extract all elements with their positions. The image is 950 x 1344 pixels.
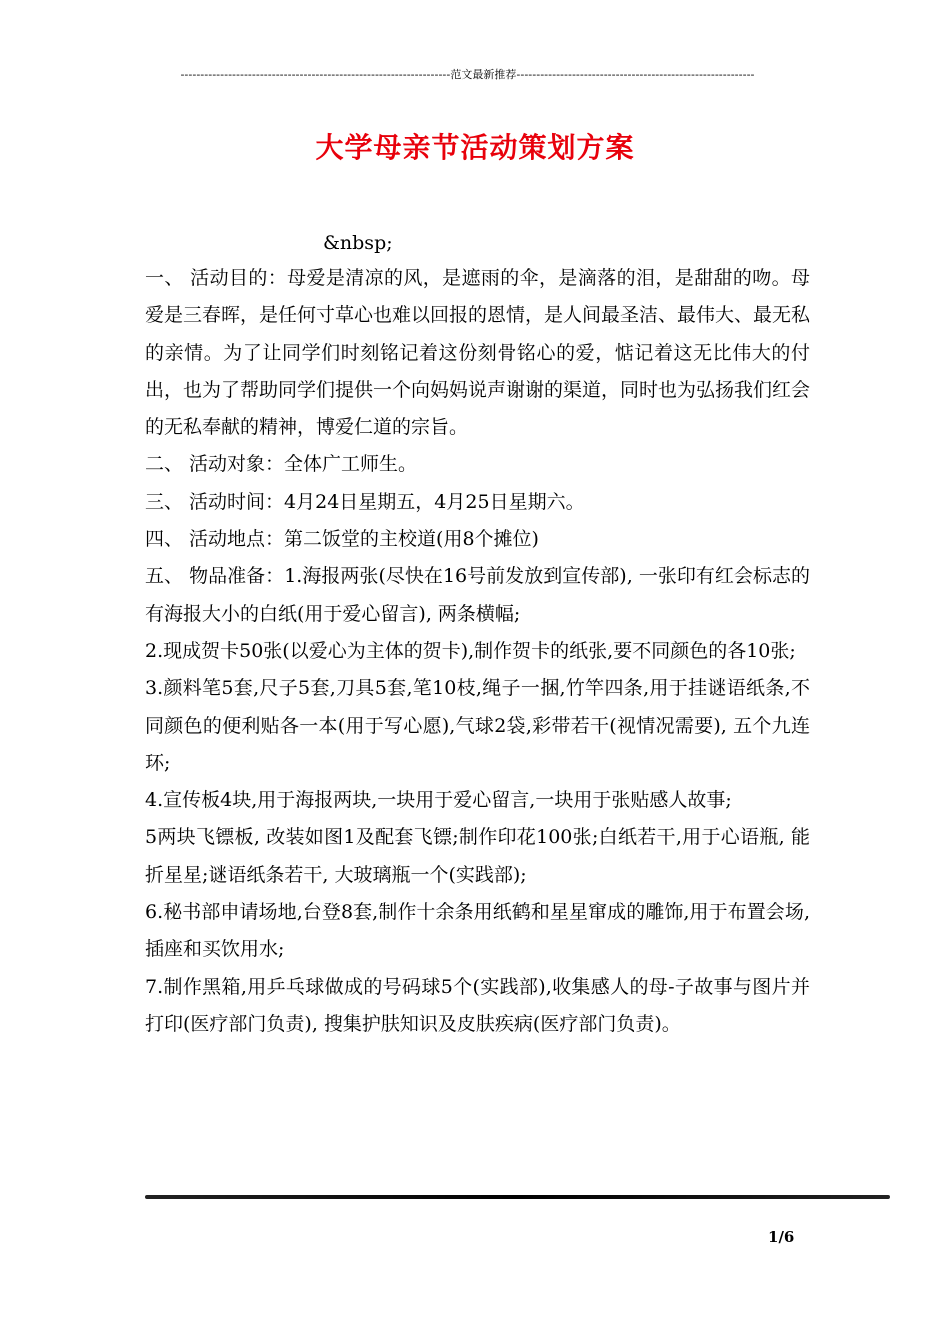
paragraph-item-2: 2.现成贺卡50张(以爱心为主体的贺卡),制作贺卡的纸张,要不同颜色的各10张; bbox=[145, 639, 796, 662]
paragraph-item-4: 4.宣传板4块,用于海报两块,一块用于爱心留言,一块用于张贴感人故事; bbox=[145, 789, 732, 812]
footer-divider bbox=[145, 1195, 890, 1199]
page-separator: / bbox=[778, 1228, 784, 1246]
paragraph-item-3: 3.颜料笔5套,尺子5套,刀具5套,笔10枝,绳子一捆,竹竿四条,用于挂谜语纸条,不同颜色的便利贴各一本(用于写心愿),气球2袋,彩带若干(视情况需要), 五个九连环; bbox=[145, 677, 810, 774]
page-total: 6 bbox=[783, 1228, 795, 1246]
paragraph-item-6: 6.秘书部申请场地,台登8套,制作十余条用纸鹤和星星窜成的雕饰,用于布置会场, 插座和买饮用水; bbox=[145, 901, 810, 961]
page-header bbox=[145, 66, 790, 82]
page-number bbox=[768, 1228, 794, 1246]
paragraph-materials: 五、 物品准备：1.海报两张(尽快在16号前发放到宣传部), 一张印有红会标志的有海报大小的白纸(用于爱心留言), 两条横幅; bbox=[145, 565, 810, 625]
paragraph-location: 四、 活动地点：第二饭堂的主校道(用8个摊位) bbox=[145, 528, 539, 551]
document-title: 大学母亲节活动策划方案 bbox=[315, 131, 635, 164]
header-dashes-left: -------------------------------------------------------------------- bbox=[180, 68, 451, 81]
paragraph-time: 三、 活动时间：4月24日星期五，4月25日星期六。 bbox=[145, 490, 585, 513]
nbsp-artifact: &nbsp; bbox=[323, 232, 393, 254]
paragraph-purpose: 一、 活动目的：母爱是清凉的风，是遮雨的伞，是滴落的泪，是甜甜的吻。母爱是三春晖，是任何寸草心也难以回报的恩情，是人间最圣洁、最伟大、最无私的亲情。为了让同学们时刻铭记着这份刻骨铭心的爱，惦记着这无比伟大的付出，也为了帮助同学们提供一个向妈妈说声谢谢的渠道，同时也为弘扬我们红会的无私奉献的精神，博爱仁道的宗旨。 bbox=[145, 267, 811, 439]
paragraph-audience: 二、 活动对象：全体广工师生。 bbox=[145, 453, 418, 476]
paragraph-item-5: 5两块飞镖板, 改装如图1及配套飞镖;制作印花100张;白纸若干,用于心语瓶, 能折星星;谜语纸条若干, 大玻璃瓶一个(实践部); bbox=[145, 826, 810, 886]
header-label: 范文最新推荐 bbox=[450, 68, 517, 81]
paragraph-item-7: 7.制作黑箱,用乒乓球做成的号码球5个(实践部),收集感人的母-子故事与图片并打印(医疗部门负责), 搜集护肤知识及皮肤疾病(医疗部门负责)。 bbox=[145, 975, 810, 1035]
header-dashes-right: ------------------------------------------------------------ bbox=[516, 68, 755, 81]
document-body bbox=[145, 260, 810, 1043]
page-current: 1 bbox=[768, 1228, 779, 1246]
